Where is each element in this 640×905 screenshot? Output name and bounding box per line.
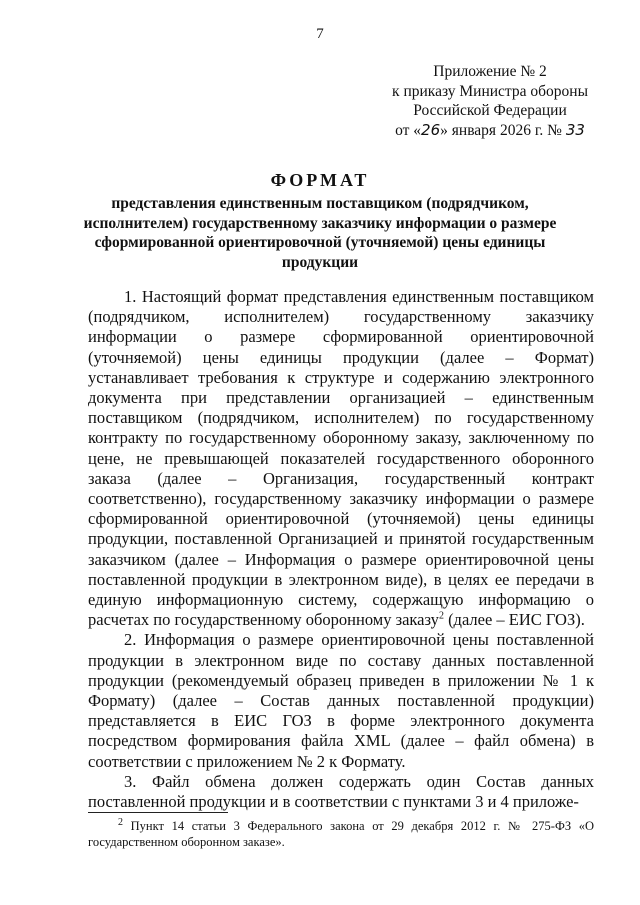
document-body xyxy=(88,287,594,812)
paragraph-1 xyxy=(88,287,594,630)
date-prefix: от « xyxy=(395,121,422,139)
document-title: ФОРМАТ xyxy=(270,170,370,190)
document-subtitle: представления единственным поставщиком (подрядчиком, исполнителем) государственному заказчику информации о размере сформированной ориентировочной (уточняемой) цены единицы продукции xyxy=(83,195,557,271)
page-number: 7 xyxy=(316,26,324,42)
paragraph-3: 3. Файл обмена должен содержать один Состав данных поставленной продукции и в соответствии с пунктами 3 и 4 приложе- xyxy=(88,771,594,812)
appendix-line-1: Приложение № 2 xyxy=(433,63,547,80)
footnote-ref: 2 xyxy=(438,610,444,622)
paragraph-1-text: 1. Настоящий формат представления единственным поставщиком (подрядчиком, исполнителем) государственному заказчику информации о размере сформированной ориентировочной (уточняемой) цены единицы продукции (далее – Формат) устанавливает требования к структуре и содержанию электронного документа при представлении организацией – единственным поставщиком (подрядчиком, исполнителем) по государственному контракту по государственному оборонному заказу, заключенному по цене, не превышающей показателей государственного оборонного заказа (далее – Организация, государственный контракт соответственно), государственному заказчику информации о размере сформированной ориентировочной (уточняемой) цены единицы продукции, поставленной Организацией и принятой государственным заказчиком (далее – Информация о размере ориентировочной цены поставленной продукции в электронном виде), в целях ее передачи в единую информационную систему, содержащую информацию о расчетах по государственному оборонному заказу xyxy=(88,287,594,630)
footnote-text: Пункт 14 статьи 3 Федерального закона от 29 декабря 2012 г. № 275-ФЗ «О государственном оборонном заказе». xyxy=(88,819,594,849)
paragraph-2: 2. Информация о размере ориентировочной цены поставленной продукции в электронном виде по составу данных поставленной продукции (рекомендуемый образец приведен в приложении № 1 к Формату) (далее – Состав данных поставленной продукции) представляется в ЕИС ГОЗ в форме электронного документа посредством формирования файла XML (далее – файл обмена) в соответствии с приложением № 2 к Формату. xyxy=(88,630,594,771)
date-mid: » января 2026 г. № xyxy=(440,121,566,139)
footnote-mark: 2 xyxy=(118,816,123,828)
appendix-header xyxy=(392,62,588,140)
appendix-line-3: Российской Федерации xyxy=(413,102,567,119)
date-day-handwritten: 26 xyxy=(421,120,441,139)
footnote xyxy=(88,818,594,850)
appendix-date-line xyxy=(392,121,588,141)
appendix-line-2: к приказу Министра обороны xyxy=(392,82,588,100)
order-number-handwritten: 33 xyxy=(565,120,585,139)
paragraph-1-end: (далее – ЕИС ГОЗ). xyxy=(443,610,585,630)
footnote-divider xyxy=(88,812,228,813)
